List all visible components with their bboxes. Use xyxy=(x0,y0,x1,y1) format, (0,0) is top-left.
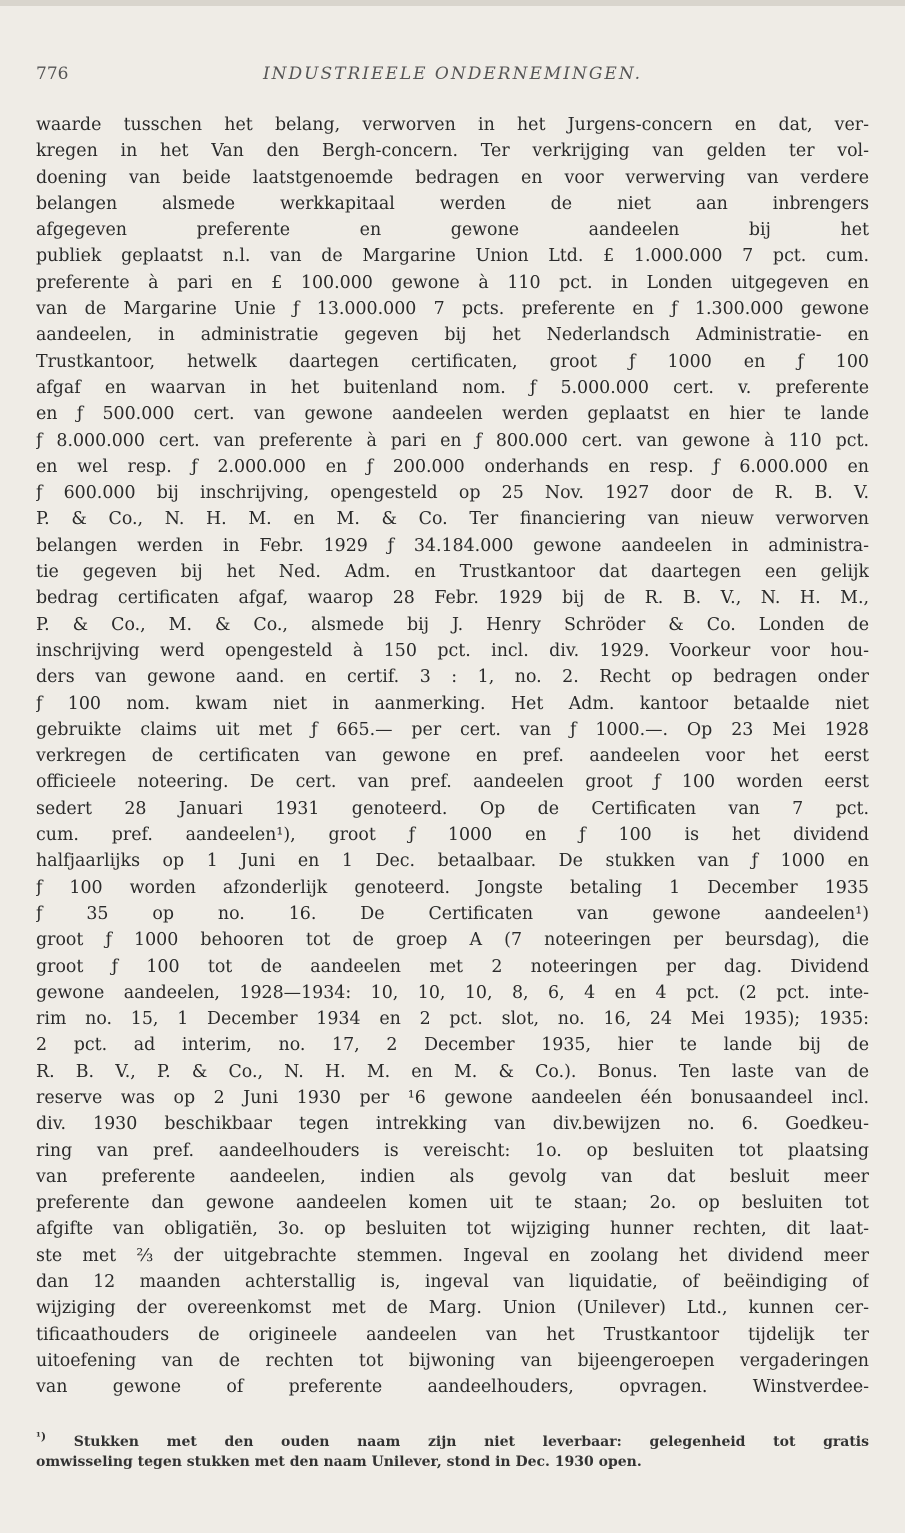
text-line: belangen alsmede werkkapitaal werden de niet aan inbrengers xyxy=(36,193,869,214)
text-line: tie gegeven bij het Ned. Adm. en Trustkantoor dat daartegen een gelijk xyxy=(36,562,869,583)
text-line: en ƒ 500.000 cert. van gewone aandeelen werden geplaatst en hier te lande xyxy=(36,404,869,425)
text-line: preferente dan gewone aandeelen komen uit te staan; 2o. op besluiten tot xyxy=(36,1193,869,1214)
text-line: bedrag certificaten afgaf, waarop 28 Febr. 1929 bij de R. B. V., N. H. M., xyxy=(36,588,869,609)
text-line: dan 12 maanden achterstallig is, ingeval van liquidatie, of beëindiging of xyxy=(36,1272,869,1293)
text-line: sedert 28 Januari 1931 genoteerd. Op de Certificaten van 7 pct. xyxy=(36,798,869,819)
text-line: kregen in het Van den Bergh-concern. Ter verkrijging van gelden ter vol- xyxy=(36,141,869,162)
text-line: 2 pct. ad interim, no. 17, 2 December 1935, hier te lande bij de xyxy=(36,1035,869,1056)
footnote-marker: ¹) xyxy=(36,1432,47,1443)
footnote-line-1 xyxy=(36,1432,869,1452)
text-line: van de Margarine Unie ƒ 13.000.000 7 pcts. preferente en ƒ 1.300.000 gewone xyxy=(36,299,869,320)
text-line: verkregen de certificaten van gewone en pref. aandeelen voor het eerst xyxy=(36,746,869,767)
text-line: ƒ 100 nom. kwam niet in aanmerking. Het Adm. kantoor betaalde niet xyxy=(36,693,869,714)
text-line: ƒ 600.000 bij inschrijving, opengesteld op 25 Nov. 1927 door de R. B. V. xyxy=(36,483,869,504)
text-line: belangen werden in Febr. 1929 ƒ 34.184.000 gewone aandeelen in administra- xyxy=(36,535,869,556)
text-line: P. & Co., N. H. M. en M. & Co. Ter financiering van nieuw verworven xyxy=(36,509,869,530)
text-line: halfjaarlijks op 1 Juni en 1 Dec. betaalbaar. De stukken van ƒ 1000 en xyxy=(36,851,869,872)
text-line: wijziging der overeenkomst met de Marg. Union (Unilever) Ltd., kunnen cer- xyxy=(36,1298,869,1319)
footnote-text-1: Stukken met den ouden naam zijn niet leverbaar: gelegenheid tot gratis xyxy=(73,1434,869,1450)
text-line: rim no. 15, 1 December 1934 en 2 pct. slot, no. 16, 24 Mei 1935); 1935: xyxy=(36,1009,869,1030)
text-line: R. B. V., P. & Co., N. H. M. en M. & Co.). Bonus. Ten laste van de xyxy=(36,1061,869,1082)
text-line: ƒ 8.000.000 cert. van preferente à pari en ƒ 800.000 cert. van gewone à 110 pct. xyxy=(36,430,869,451)
text-line: van gewone of preferente aandeelhouders, opvragen. Winstverdee- xyxy=(36,1377,869,1398)
text-line: waarde tusschen het belang, verworven in het Jurgens-concern en dat, ver- xyxy=(36,115,869,135)
text-line: publiek geplaatst n.l. van de Margarine Union Ltd. £ 1.000.000 7 pct. cum. xyxy=(36,246,869,267)
text-line: ste met ⅔ der uitgebrachte stemmen. Ingeval en zoolang het dividend meer xyxy=(36,1245,869,1266)
text-line: uitoefening van de rechten tot bijwoning van bijeengeroepen vergaderingen xyxy=(36,1350,869,1371)
top-edge xyxy=(0,0,905,6)
text-line: groot ƒ 100 tot de aandeelen met 2 noteeringen per dag. Dividend xyxy=(36,956,869,977)
page-header xyxy=(36,64,869,94)
text-line: afgaf en waarvan in het buitenland nom. ƒ 5.000.000 cert. v. preferente xyxy=(36,377,869,398)
text-line: groot ƒ 1000 behooren tot de groep A (7 noteeringen per beursdag), die xyxy=(36,930,869,951)
text-line: ƒ 35 op no. 16. De Certificaten van gewone aandeelen¹) xyxy=(36,903,869,924)
text-line: tificaathouders de origineele aandeelen van het Trustkantoor tijdelijk ter xyxy=(36,1324,869,1345)
text-line: afgegeven preferente en gewone aandeelen bij het xyxy=(36,220,869,241)
text-line: ring van pref. aandeelhouders is vereischt: 1o. op besluiten tot plaatsing xyxy=(36,1140,869,1161)
text-line: van preferente aandeelen, indien als gevolg van dat besluit meer xyxy=(36,1166,869,1187)
text-line: gewone aandeelen, 1928—1934: 10, 10, 10, 8, 6, 4 en 4 pct. (2 pct. inte- xyxy=(36,982,869,1003)
footnote-line-2: omwisseling tegen stukken met den naam Unilever, stond in Dec. 1930 open. xyxy=(36,1454,642,1470)
text-line: en wel resp. ƒ 2.000.000 en ƒ 200.000 onderhands en resp. ƒ 6.000.000 en xyxy=(36,456,869,477)
footnote xyxy=(36,1432,869,1472)
text-line: aandeelen, in administratie gegeven bij het Nederlandsch Administratie- en xyxy=(36,325,869,346)
running-title: INDUSTRIEELE ONDERNEMINGEN. xyxy=(262,64,643,84)
text-line: ders van gewone aand. en certif. 3 : 1, no. 2. Recht op bedragen onder xyxy=(36,667,869,688)
text-line: officieele noteering. De cert. van pref. aandeelen groot ƒ 100 worden eerst xyxy=(36,772,869,793)
text-line: preferente à pari en £ 100.000 gewone à 110 pct. in Londen uitgegeven en xyxy=(36,272,869,293)
page-number: 776 xyxy=(36,64,69,84)
text-line: div. 1930 beschikbaar tegen intrekking van div.bewijzen no. 6. Goedkeu- xyxy=(36,1114,869,1135)
text-line: P. & Co., M. & Co., alsmede bij J. Henry Schröder & Co. Londen de xyxy=(36,614,869,635)
text-line: ƒ 100 worden afzonderlijk genoteerd. Jongste betaling 1 December 1935 xyxy=(36,877,869,898)
text-line: doening van beide laatstgenoemde bedragen en voor verwerving van verdere xyxy=(36,167,869,188)
text-line: reserve was op 2 Juni 1930 per ¹6 gewone aandeelen één bonusaandeel incl. xyxy=(36,1087,869,1108)
text-line: inschrijving werd opengesteld à 150 pct. incl. div. 1929. Voorkeur voor hou- xyxy=(36,640,869,661)
body-text xyxy=(36,112,869,1401)
text-line: gebruikte claims uit met ƒ 665.— per cert. van ƒ 1000.—. Op 23 Mei 1928 xyxy=(36,719,869,740)
text-line: Trustkantoor, hetwelk daartegen certificaten, groot ƒ 1000 en ƒ 100 xyxy=(36,351,869,372)
text-line: cum. pref. aandeelen¹), groot ƒ 1000 en ƒ 100 is het dividend xyxy=(36,825,869,846)
text-line: afgifte van obligatiën, 3o. op besluiten tot wijziging hunner rechten, dit laat- xyxy=(36,1219,869,1240)
